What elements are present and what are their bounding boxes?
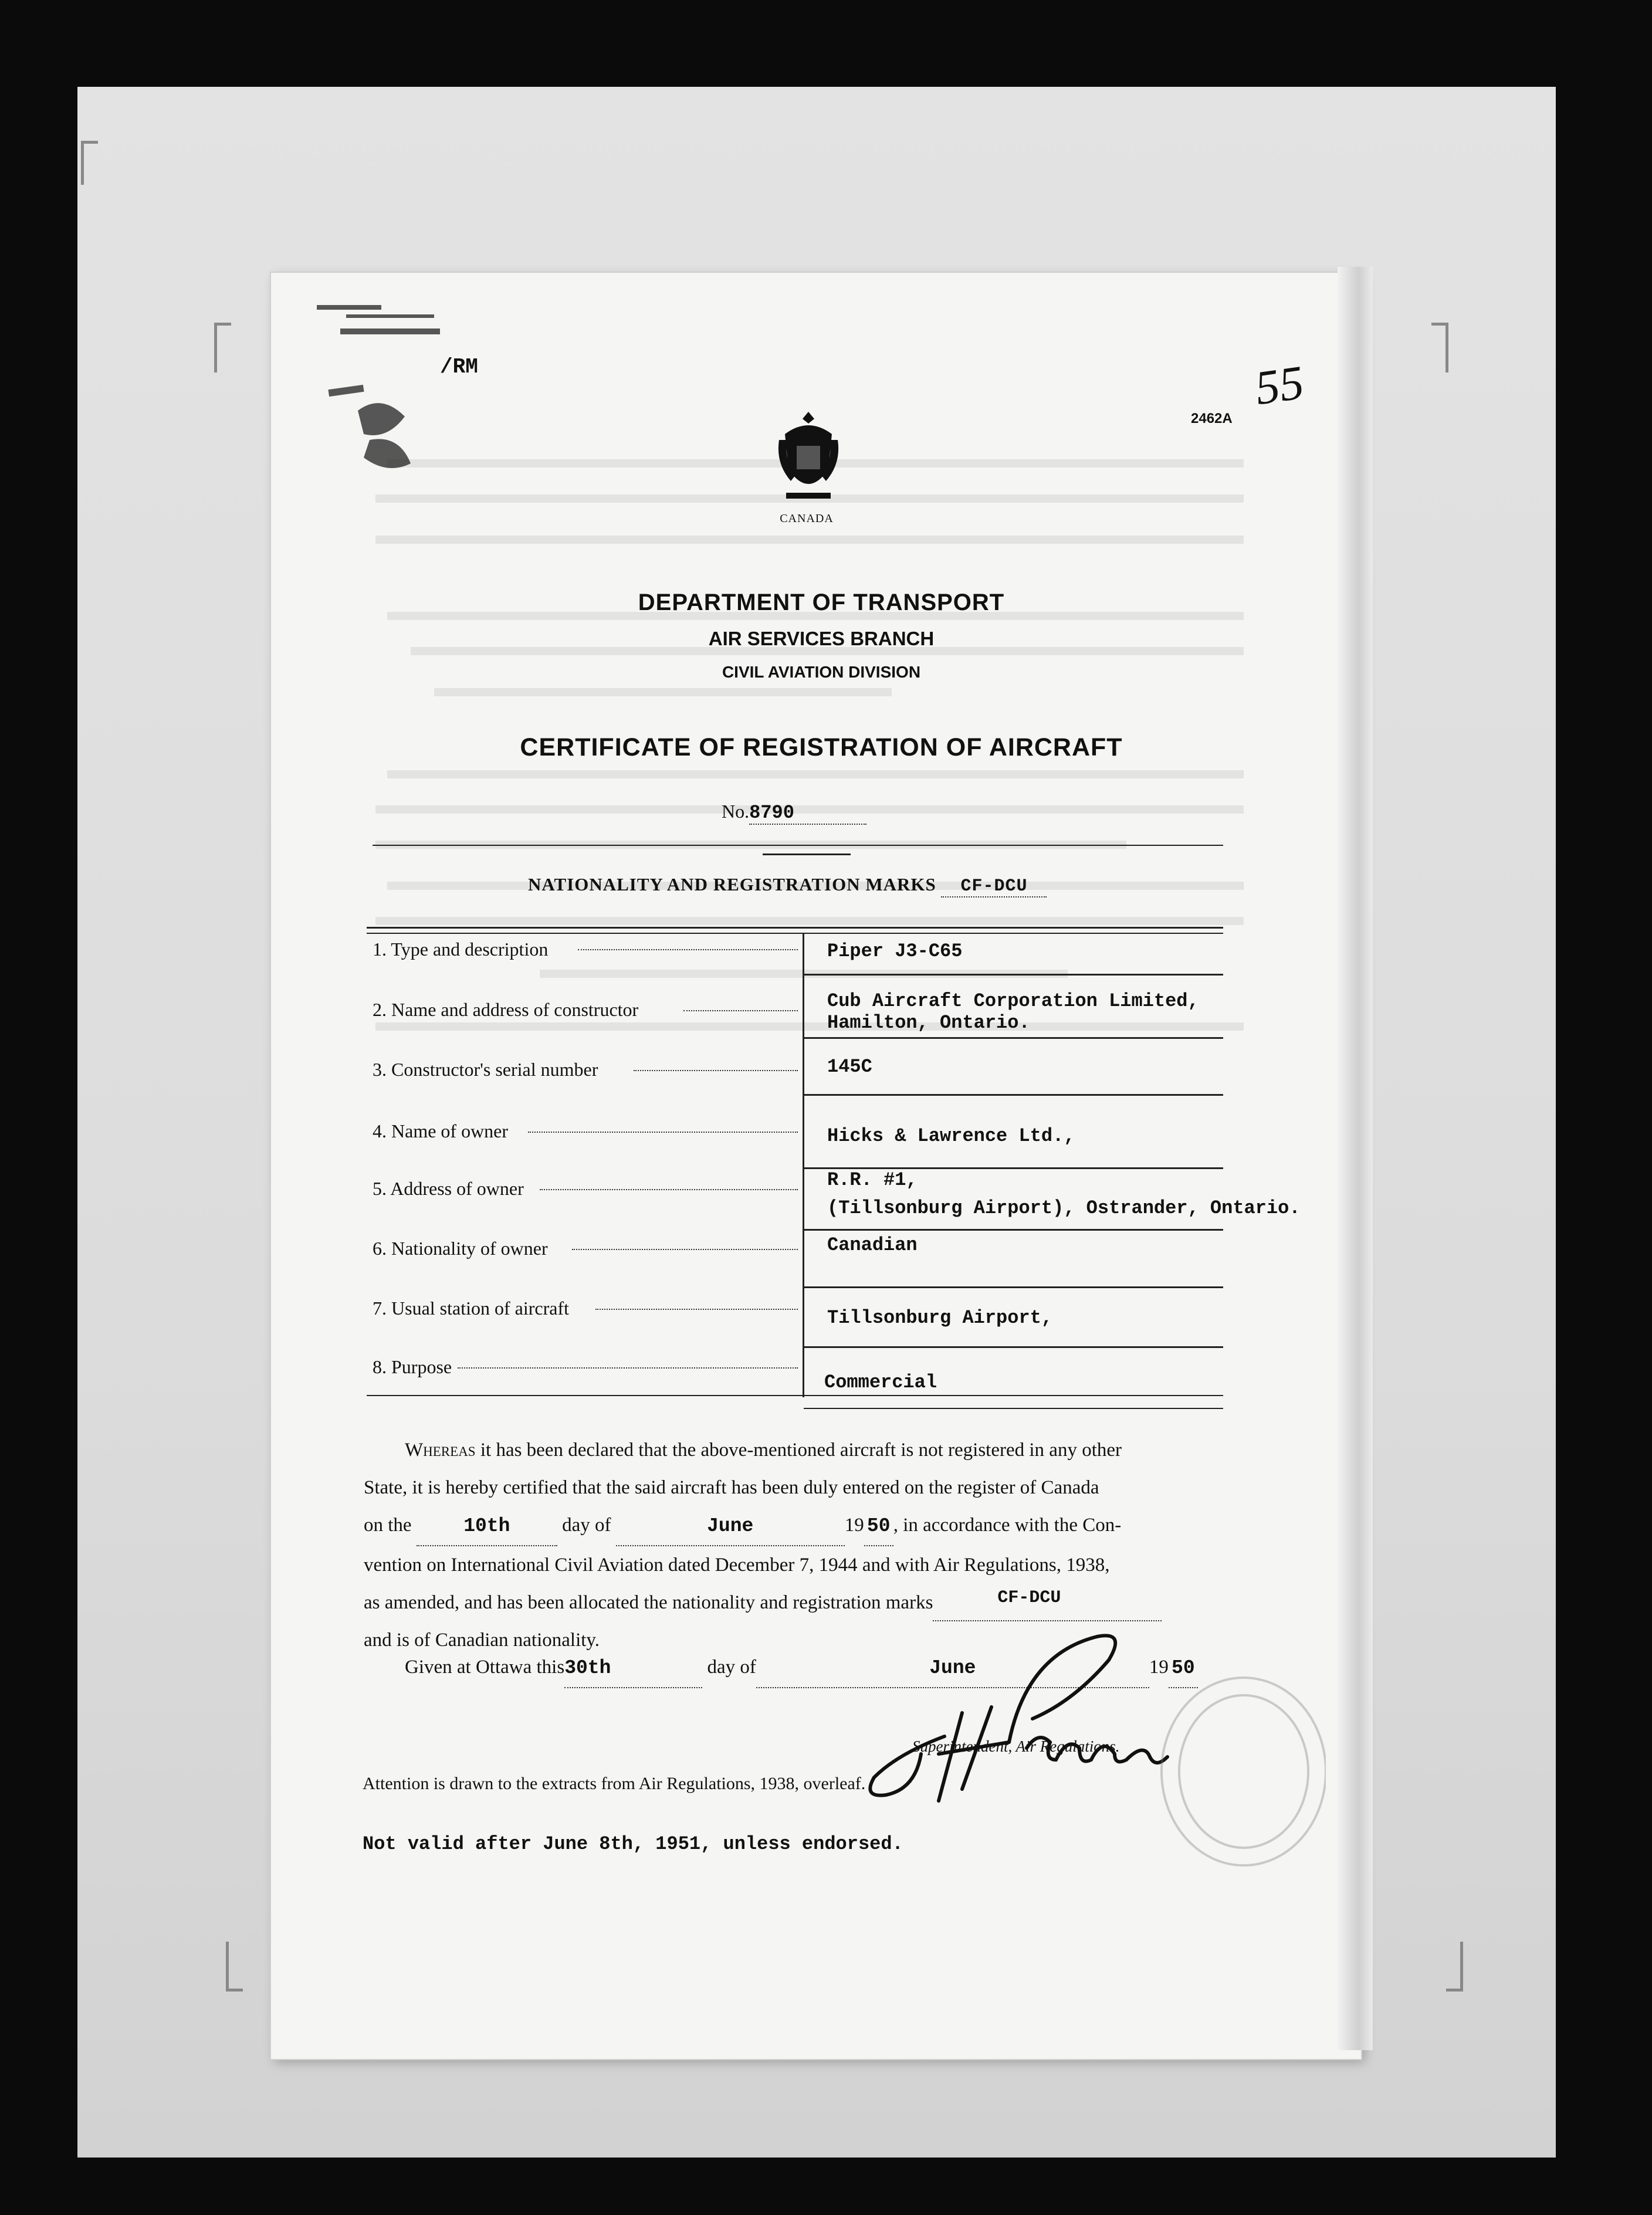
validity-note: Not valid after June 8th, 1951, unless endorsed. — [363, 1833, 903, 1855]
embossed-seal — [1150, 1672, 1326, 1871]
given-month: June — [756, 1650, 1149, 1688]
certification-paragraph — [364, 1431, 1226, 1659]
frame-bracket-bl — [226, 1942, 243, 1992]
marks-double-rule-1 — [367, 927, 1223, 929]
certificate-title: CERTIFICATE OF REGISTRATION OF AIRCRAFT — [520, 733, 1123, 761]
frame-bracket-tr — [1431, 323, 1448, 372]
marks-line — [528, 874, 1047, 897]
row-3-leader — [634, 1070, 798, 1071]
table-bottom-rule-2 — [804, 1408, 1223, 1409]
row-8-value: Commercial — [824, 1371, 937, 1393]
row-1-rule — [804, 974, 1223, 976]
registration-month: June — [616, 1508, 845, 1546]
given-prefix: Given at Ottawa this — [405, 1657, 565, 1678]
certification-line-5: as amended, and has been allocated the nationality and registration marks — [364, 1592, 933, 1613]
certification-line-4: vention on International Civil Aviation dated December 7, 1944 and with Air Regulations, 1938, — [364, 1554, 1110, 1576]
row-6-value: Canadian — [827, 1234, 918, 1256]
department-heading: DEPARTMENT OF TRANSPORT — [638, 590, 1005, 615]
row-5-value-line2: (Tillsonburg Airport), Ostrander, Ontario. — [827, 1197, 1301, 1219]
certification-marks — [933, 1588, 1162, 1621]
row-5-leader — [540, 1189, 798, 1190]
frame-bracket-tl — [81, 141, 98, 185]
row-3-value: 145C — [827, 1056, 872, 1078]
paper-curl — [1338, 267, 1373, 2050]
row-6-leader — [572, 1249, 798, 1250]
row-7-label: 7. Usual station of aircraft — [373, 1298, 569, 1319]
row-4-leader — [528, 1132, 798, 1133]
row-1-value: Piper J3-C65 — [827, 940, 963, 962]
row-6-rule — [804, 1286, 1223, 1288]
certification-line-6: and is of Canadian nationality. — [364, 1630, 600, 1651]
whereas-word: Whereas — [405, 1440, 476, 1461]
row-8-leader — [458, 1367, 798, 1369]
frame-bracket-br — [1446, 1942, 1463, 1992]
row-2-value: Cub Aircraft Corporation Limited, — [827, 990, 1199, 1012]
row-2-label: 2. Name and address of constructor — [373, 999, 639, 1020]
row-3-label: 3. Constructor's serial number — [373, 1059, 598, 1080]
given-year-prefix: 19 — [1149, 1657, 1169, 1678]
row-2-rule — [804, 1037, 1223, 1039]
row-3-rule — [804, 1094, 1223, 1096]
row-1-leader — [578, 949, 798, 950]
marks-top-rule — [373, 845, 1223, 846]
row-2-value-line2: Hamilton, Ontario. — [827, 1012, 1030, 1034]
row-8-label: 8. Purpose — [373, 1356, 452, 1377]
registration-day: 10th — [417, 1508, 557, 1546]
signatory-title: Superintendent, Air Regulations. — [912, 1738, 1120, 1755]
row-4-label: 4. Name of owner — [373, 1120, 509, 1142]
table-bottom-rule — [367, 1395, 1223, 1396]
division-heading: CIVIL AVIATION DIVISION — [722, 663, 921, 681]
title-divider — [763, 854, 851, 855]
certification-day-of: day of — [562, 1515, 611, 1536]
attention-note: Attention is drawn to the extracts from Air Regulations, 1938, overleaf. — [363, 1774, 866, 1793]
certification-marks-value: CF-DCU — [997, 1588, 1061, 1608]
row-2-leader — [683, 1010, 798, 1011]
certificate-number-value: 8790 — [749, 802, 866, 825]
given-day-of: day of — [707, 1657, 756, 1678]
given-day: 30th — [564, 1650, 702, 1688]
ink-smudge-marks — [305, 293, 458, 487]
certification-line-2: State, it is hereby certified that the said aircraft has been duly entered on the register of Canada — [364, 1477, 1099, 1498]
marks-label: NATIONALITY AND REGISTRATION MARKS — [528, 874, 936, 895]
certificate-number-label: No. — [722, 801, 750, 822]
registration-year: 50 — [864, 1508, 893, 1546]
crest-caption: CANADA — [780, 512, 834, 525]
canada-coat-of-arms-icon — [773, 411, 844, 510]
registration-year-prefix: 19 — [844, 1515, 864, 1536]
frame-bracket-tl-inner — [214, 323, 231, 372]
form-number: 2462A — [1191, 411, 1233, 426]
branch-heading: AIR SERVICES BRANCH — [708, 628, 935, 649]
marks-double-rule-2 — [367, 933, 1223, 934]
row-5-value: R.R. #1, — [827, 1169, 918, 1191]
row-6-label: 6. Nationality of owner — [373, 1238, 548, 1259]
initials-mark: /RM — [440, 355, 478, 379]
row-5-rule — [804, 1229, 1223, 1231]
certification-line-3-tail: , in accordance with the Con- — [893, 1515, 1122, 1536]
row-5-label: 5. Address of owner — [373, 1178, 524, 1199]
row-7-leader — [595, 1309, 798, 1310]
certificate-number-line — [722, 801, 866, 825]
row-4-value: Hicks & Lawrence Ltd., — [827, 1125, 1075, 1147]
marks-value: CF-DCU — [941, 876, 1047, 897]
row-7-value: Tillsonburg Airport, — [827, 1307, 1053, 1329]
row-1-label: 1. Type and description — [373, 939, 549, 960]
certification-on-the: on the — [364, 1515, 412, 1536]
certification-line-1: it has been declared that the above-mentioned aircraft is not registered in any other — [480, 1440, 1122, 1461]
given-year: 50 — [1169, 1650, 1198, 1688]
table-column-divider — [803, 934, 804, 1397]
handwritten-page-number: 55 — [1251, 355, 1307, 415]
row-7-rule — [804, 1346, 1223, 1348]
